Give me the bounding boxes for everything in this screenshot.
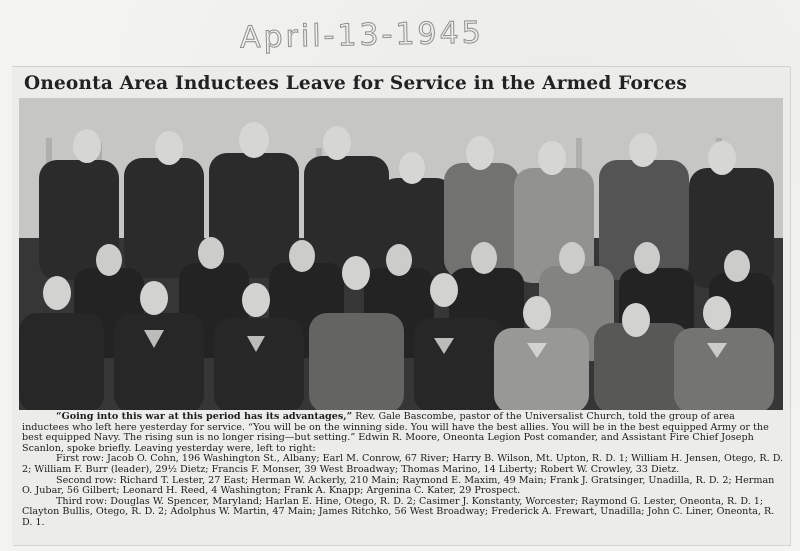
caption-first-row: First row: Jacob O. Cohn, 196 Washington St., Albany; Earl M. Conrow, 67 River; Harry B. Wilson, Mt. Upton, R. D. 1; William H. Jensen, Otego, R. D. 2; William F. Burr (leader), 29½ Dietz; Francis F. Monser, 39 West Broadway; Thomas Marino, 14 Liberty; Robert W. Crowley, 33 Dietz. bbox=[22, 453, 784, 475]
headline: Oneonta Area Inductees Leave for Service in the Armed Forces bbox=[24, 73, 688, 94]
caption-intro-text: Rev. Gale Bascombe, pastor of the Universalist Church, told the group of area inductees who left here yesterday for service. “You will be on the winning side. You will have the best allies. You will be in the best equipped Army or the best equipped Navy. The rising sun is no longer rising—but setting.” Edwin R. Moore, Oneonta Legion Post comander, and Assistant Fire Chief Joseph Scanlon, spoke briefly. Leaving yesterday were, left to right: bbox=[22, 411, 769, 454]
caption-third-row: Third row: Douglas W. Spencer, Maryland; Harlan E. Hine, Otego, R. D. 2; Casimer J. Konstanty, Worcester; Raymond G. Lester, Oneonta, R. D. 1; Clayton Bullis, Otego, R. D. 2; Adolphus W. Martin, 47 Main; James Ritchko, 56 West Broadway; Frederick A. Frewart, Unadilla; John C. Liner, Oneonta, R. D. 1. bbox=[22, 495, 775, 528]
caption-intro bbox=[22, 412, 784, 454]
handwritten-date: April-13-1945 bbox=[239, 15, 485, 56]
group-photograph bbox=[19, 98, 783, 410]
caption-second-row: Second row: Richard T. Lester, 27 East; Herman W. Ackerly, 210 Main; Raymond E. Maxim, 49 Main; Frank J. Gratsinger, Unadilla, R. D. 2; Herman O. Jubar, 56 Gilbert; Leonard H. Reed, 4 Washington; Frank A. Knapp; Argenina C. Kater, 29 Prospect. bbox=[22, 474, 775, 497]
group-photo-illustration bbox=[19, 98, 783, 410]
caption-quote: “Going into this war at this period has its advantages,” bbox=[56, 411, 353, 422]
photo-caption bbox=[22, 412, 784, 529]
